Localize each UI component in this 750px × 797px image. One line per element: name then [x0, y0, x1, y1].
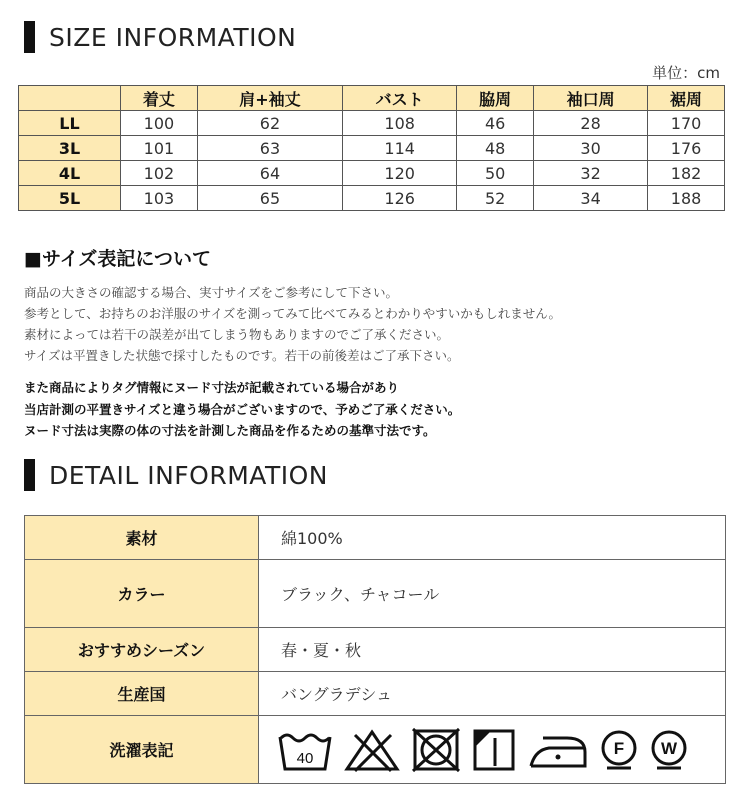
table-cell: 188	[648, 186, 725, 211]
no-bleach-icon	[343, 727, 401, 773]
wash-label: 洗濯表記	[25, 716, 259, 784]
wash-40-icon	[277, 727, 333, 773]
wash-icons-cell	[259, 716, 726, 784]
table-cell: 103	[121, 186, 198, 211]
section-bar	[24, 459, 35, 491]
note-line-bold: 当店計測の平置きサイズと違う場合がございますので、予めご了承ください。	[24, 401, 461, 417]
nude-size-notes	[24, 377, 460, 442]
table-cell: 170	[648, 111, 725, 136]
table-cell: 50	[457, 161, 534, 186]
note-line: 素材によっては若干の誤差が出てしまう物もありますのでご了承ください。	[24, 327, 450, 342]
size-section-header	[24, 21, 296, 53]
size-label: 4L	[19, 161, 121, 186]
care-symbols	[277, 726, 725, 774]
note-line-bold: また商品によりタグ情報にヌード寸法が記載されている場合があり	[24, 380, 400, 395]
note-line: 参考として、お持ちのお洋服のサイズを測ってみて比べてみるとわかりやすいかもしれません。	[24, 306, 562, 321]
size-table-header: 袖口周	[534, 86, 648, 111]
table-cell: 176	[648, 136, 725, 161]
table-cell: 46	[457, 111, 534, 136]
season-label: おすすめシーズン	[25, 628, 259, 672]
table-cell: 32	[534, 161, 648, 186]
table-row	[19, 186, 725, 211]
size-table-header: 肩+袖丈	[197, 86, 342, 111]
svg-text:W: W	[660, 738, 678, 758]
table-row	[19, 111, 725, 136]
no-tumble-dry-icon	[411, 726, 461, 774]
table-cell: 65	[197, 186, 342, 211]
detail-row-season	[25, 628, 726, 672]
material-label: 素材	[25, 516, 259, 560]
detail-row-wash	[25, 716, 726, 784]
size-table-header: 裾周	[648, 86, 725, 111]
detail-row-color	[25, 560, 726, 628]
svg-text:40: 40	[296, 749, 314, 767]
note-line-bold: ヌード寸法は実際の体の寸法を計測した商品を作るための基準寸法です。	[24, 423, 436, 438]
about-size-notes	[24, 282, 561, 366]
svg-text:F: F	[613, 738, 625, 758]
size-table	[18, 85, 725, 211]
detail-row-origin	[25, 672, 726, 716]
note-line: 商品の大きさの確認する場合、実寸サイズをご参考にして下さい。	[24, 285, 399, 300]
table-cell: 102	[121, 161, 198, 186]
table-cell: 28	[534, 111, 648, 136]
season-value: 春・夏・秋	[259, 628, 726, 672]
note-line: サイズは平置きした状態で採寸したものです。若干の前後差はご了承下さい。	[24, 348, 460, 363]
table-cell: 182	[648, 161, 725, 186]
table-cell: 126	[343, 186, 457, 211]
about-size-heading: ■サイズ表記について	[24, 248, 212, 270]
size-label: 3L	[19, 136, 121, 161]
table-cell: 100	[121, 111, 198, 136]
origin-label: 生産国	[25, 672, 259, 716]
origin-value: バングラデシュ	[259, 672, 726, 716]
wet-clean-w-icon	[649, 728, 689, 772]
table-cell: 120	[343, 161, 457, 186]
table-cell: 30	[534, 136, 648, 161]
size-label: 5L	[19, 186, 121, 211]
table-cell: 108	[343, 111, 457, 136]
detail-section-header	[24, 459, 328, 491]
color-label: カラー	[25, 560, 259, 628]
table-cell: 34	[534, 186, 648, 211]
size-section-title: SIZE INFORMATION	[49, 22, 297, 52]
detail-section-title: DETAIL INFORMATION	[49, 460, 328, 490]
table-cell: 48	[457, 136, 534, 161]
table-cell: 114	[343, 136, 457, 161]
material-value: 綿100%	[259, 516, 726, 560]
size-table-header	[19, 86, 121, 111]
detail-row-material	[25, 516, 726, 560]
table-row	[19, 136, 725, 161]
table-cell: 62	[197, 111, 342, 136]
size-label: LL	[19, 111, 121, 136]
unit-label: 単位：cm	[652, 64, 720, 82]
table-cell: 64	[197, 161, 342, 186]
table-cell: 63	[197, 136, 342, 161]
size-table-header: 着丈	[121, 86, 198, 111]
size-table-header: バスト	[343, 86, 457, 111]
iron-low-icon	[527, 728, 589, 772]
table-row	[19, 161, 725, 186]
dry-clean-f-icon	[599, 728, 639, 772]
size-table-header: 脇周	[457, 86, 534, 111]
detail-table	[24, 515, 726, 784]
color-value: ブラック、チャコール	[259, 560, 726, 628]
size-table-header-row	[19, 86, 725, 111]
line-dry-shade-icon	[471, 726, 517, 774]
table-cell: 101	[121, 136, 198, 161]
table-cell: 52	[457, 186, 534, 211]
section-bar	[24, 21, 35, 53]
